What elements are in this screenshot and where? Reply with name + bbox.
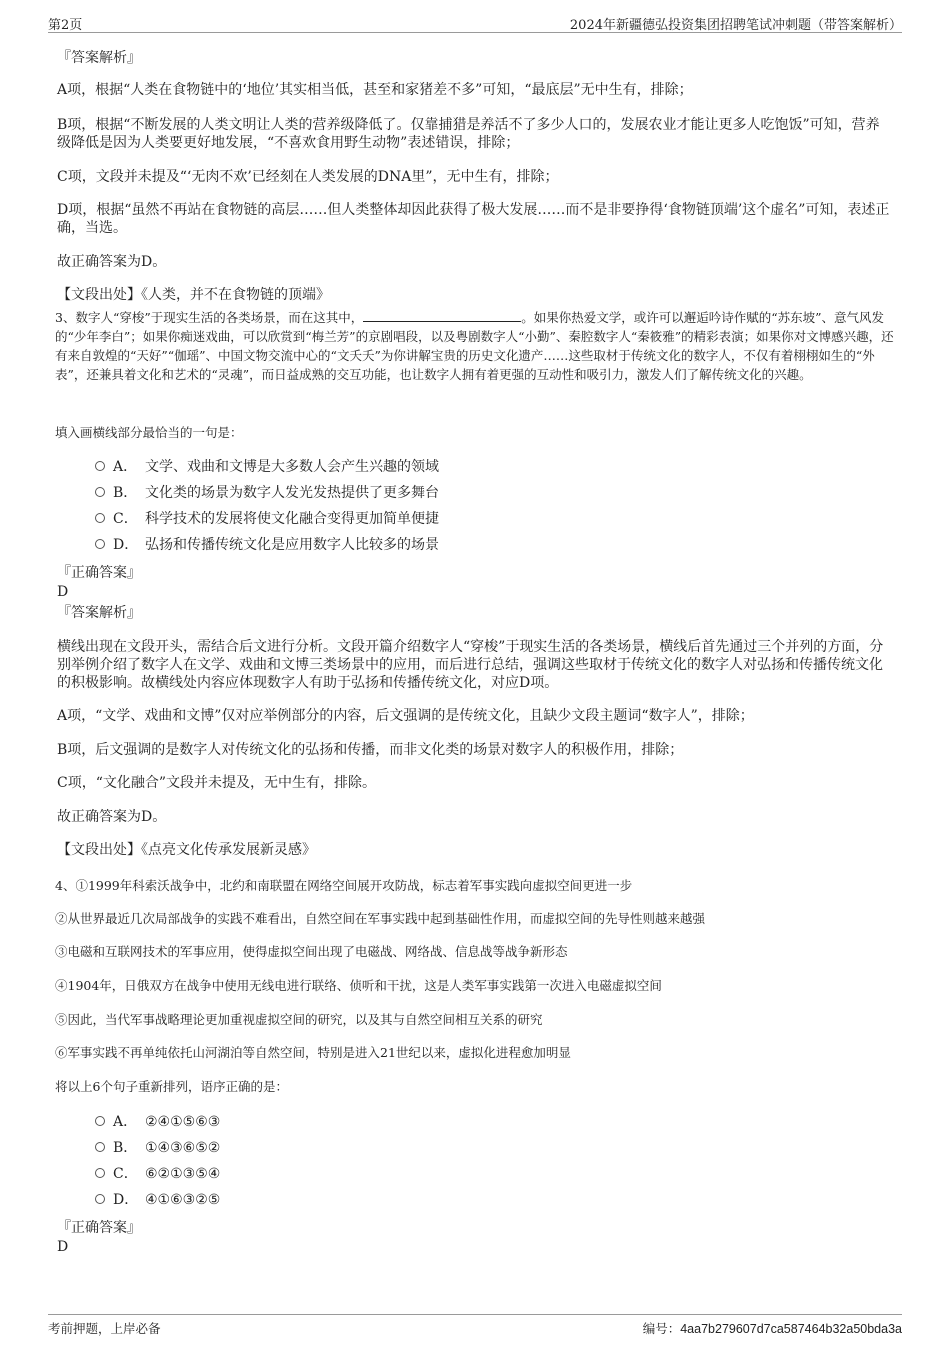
q3-analysis-b: B项，后文强调的是数字人对传统文化的弘扬和传播，而非文化类的场景对数字人的积极作用，排除； [57,742,684,758]
option-text: ①④③⑥⑤② [145,1140,221,1156]
option-key: A． [113,459,138,475]
page-header [48,14,902,33]
q3-answer: D [57,584,69,600]
radio-icon[interactable] [95,1194,105,1204]
footer-slogan: 考前押题，上岸必备 [48,1321,161,1336]
option-key: B． [113,1140,138,1156]
q4-option-b[interactable] [95,1139,220,1157]
q4-option-a[interactable] [95,1113,220,1131]
page-number: 第2页 [48,18,83,33]
option-text: ④①⑥③②⑤ [145,1192,221,1208]
footer-code [643,1319,902,1337]
q3-prompt: 填入画横线部分最恰当的一句是： [55,425,243,440]
q4-sentence-5: ⑤因此，当代军事战略理论更加重视虚拟空间的研究，以及其与自然空间相互关系的研究 [55,1012,543,1027]
q3-conclusion: 故正确答案为D。 [57,809,167,825]
option-key: C． [113,511,138,527]
q2-analysis-d: D项，根据“虽然不再站在食物链的高层……但人类整体却因此获得了极大发展……而不是非要挣得‘食物链顶端’这个虚名”可知，表述正确，当选。 [57,202,890,236]
q2-conclusion: 故正确答案为D。 [57,254,167,270]
q3-option-b[interactable] [95,484,439,502]
page-footer [48,1314,902,1335]
q4-sentence-2: ②从世界最近几次局部战争的实践不难看出，自然空间在军事实践中起到基础性作用，而虚拟空间的先导性则越来越强 [55,911,706,926]
q2-analysis-label: 『答案解析』 [57,50,141,66]
q3-analysis-label: 『答案解析』 [57,605,141,621]
option-text: 文化类的场景为数字人发光发热提供了更多舞台 [145,485,439,501]
q3-blank [363,309,521,322]
q2-analysis-b: B项，根据“不断发展的人类文明让人类的营养级降低了。仅靠捕猎是养活不了多少人口的，发展农业才能让更多人吃饱饭”可知，营养级降低是因为人类要更好地发展，“不喜欢食用野生动物”表述错误，排除； [57,117,880,151]
q4-sentence-4: ④1904年，日俄双方在战争中使用无线电进行联络、侦听和干扰，这是人类军事实践第一次进入电磁虚拟空间 [55,978,662,993]
q3-analysis-a: A项，“文学、戏曲和文博”仅对应举例部分的内容，后文强调的是传统文化，且缺少文段主题词“数字人”，排除； [57,708,754,724]
q4-prompt: 将以上6个句子重新排列，语序正确的是： [55,1079,288,1094]
q3-answer-label: 『正确答案』 [57,565,141,581]
q4-answer-label: 『正确答案』 [57,1220,141,1236]
footer-code-value: 4aa7b279607d7ca587464b32a50bda3a [680,1322,902,1336]
q4-sentence-6: ⑥军事实践不再单纯依托山河湖泊等自然空间，特别是进入21世纪以来，虚拟化进程愈加明显 [55,1045,571,1060]
q4-answer: D [57,1239,69,1255]
q3-option-d[interactable] [95,536,439,554]
q4-sentence-1: 4、①1999年科索沃战争中，北约和南联盟在网络空间展开攻防战，标志着军事实践向虚拟空间更进一步 [55,878,633,893]
document-title: 2024年新疆德弘投资集团招聘笔试冲刺题（带答案解析） [569,18,902,33]
radio-icon[interactable] [95,513,105,523]
q3-stem [55,308,895,384]
q2-analysis-a: A项，根据“人类在食物链中的‘地位’其实相当低，甚至和家猪差不多”可知，“最底层”无中生有，排除； [57,82,693,98]
q2-analysis-c: C项，文段并未提及“‘无肉不欢’已经刻在人类发展的DNA里”，无中生有，排除； [57,169,559,185]
q4-option-c[interactable] [95,1165,220,1183]
q2-source: 【文段出处】《人类，并不在食物链的顶端》 [57,287,330,303]
radio-icon[interactable] [95,1142,105,1152]
q3-source: 【文段出处】《点亮文化传承发展新灵感》 [57,842,316,858]
option-text: ②④①⑤⑥③ [145,1114,221,1130]
option-key: C． [113,1166,138,1182]
q4-option-d[interactable] [95,1191,220,1209]
option-text: 弘扬和传播传统文化是应用数字人比较多的场景 [145,537,439,553]
radio-icon[interactable] [95,461,105,471]
option-key: D． [113,1192,139,1208]
q3-stem-post: 。如果你热爱文学，或许可以邂逅吟诗作赋的“苏东坡”、意气风发的“少年李白”；如果你痴迷戏曲，可以欣赏到“梅兰芳”的京剧唱段，以及粤剧数字人“小勤”、秦腔数字人“秦筱雅”的精彩表演；如果你对文博感兴趣，还有来自敦煌的“天好”“伽瑶”、中国文物交流中心的“文夭夭”为你讲解宝贵的历史文化遗产……这些取材于传统文化的数字人，不仅有着栩栩如生的“外表”，还兼具着文化和艺术的“灵魂”，而日益成熟的交互功能，也让数字人拥有着更强的互动性和吸引力，激发人们了解传统文化的兴趣。 [55,310,894,382]
option-text: 文学、戏曲和文博是大多数人会产生兴趣的领域 [145,459,439,475]
option-key: B． [113,485,138,501]
q3-option-a[interactable] [95,458,439,476]
q3-analysis: 横线出现在文段开头，需结合后文进行分析。文段开篇介绍数字人“穿梭”于现实生活的各类场景，横线后首先通过三个并列的方面，分别举例介绍了数字人在文学、戏曲和文博三类场景中的应用，而后进行总结，强调这些取材于传统文化的数字人对弘扬和传播传统文化的积极影响。故横线处内容应体现数字人有助于弘扬和传播传统文化，对应D项。 [57,639,884,691]
radio-icon[interactable] [95,1116,105,1126]
option-key: A． [113,1114,138,1130]
q3-stem-pre: 3、数字人“穿梭”于现实生活的各类场景，而在这其中， [55,310,364,325]
radio-icon[interactable] [95,487,105,497]
q3-option-c[interactable] [95,510,439,528]
q3-analysis-c: C项，“文化融合”文段并未提及，无中生有，排除。 [57,775,377,791]
option-key: D． [113,537,139,553]
option-text: 科学技术的发展将使文化融合变得更加简单便捷 [145,511,439,527]
option-text: ⑥②①③⑤④ [145,1166,221,1182]
q4-sentence-3: ③电磁和互联网技术的军事应用，使得虚拟空间出现了电磁战、网络战、信息战等战争新形态 [55,944,568,959]
footer-code-label: 编号： [642,1321,681,1336]
radio-icon[interactable] [95,1168,105,1178]
radio-icon[interactable] [95,539,105,549]
